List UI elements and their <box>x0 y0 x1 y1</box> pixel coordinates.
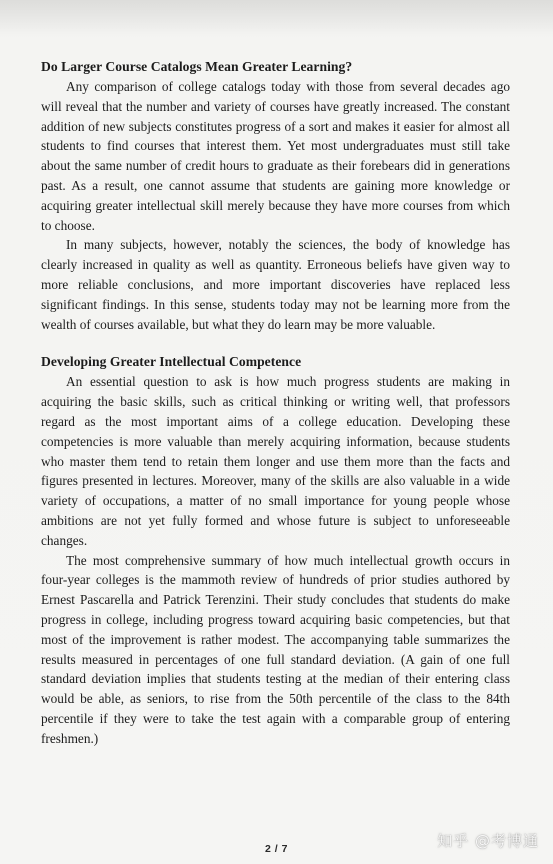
paragraph: Any comparison of college catalogs today with those from several decades ago will reveal that the number and variety of courses have greatly increased. The constant addition of new subjects constitutes progress of a sort and makes it easier for almost all students to find courses that interest them. Yet most undergraduates must still take about the same number of credit hours to graduate as their forebears did in generations past. As a result, one cannot assume that students are gaining more knowledge or acquiring greater intellectual skill merely because they have more courses from which to choose. <box>41 79 510 233</box>
document-body <box>41 57 510 749</box>
section-heading: Do Larger Course Catalogs Mean Greater Learning? <box>41 59 353 74</box>
scan-shadow <box>0 0 553 34</box>
paragraph: In many subjects, however, notably the sciences, the body of knowledge has clearly increased in quality as well as quantity. Erroneous beliefs have given way to more reliable conclusions, and more important discoveries have replaced less significant findings. In this sense, students today may not be learning more from the wealth of courses available, but what they do learn may be more valuable. <box>41 237 510 332</box>
section-intellectual-competence <box>41 352 510 748</box>
paragraph: An essential question to ask is how much progress students are making in acquiring the basic skills, such as critical thinking or writing well, that professors regard as the most important aims of a college education. Developing these competencies is more valuable than merely acquiring information, because students who master them tend to retain them longer and use them more than the facts and figures presented in lectures. Moreover, many of the skills are also valuable in a wide variety of occupations, a matter of no small importance for young people whose ambitions are not yet fully formed and whose future is subject to unforeseeable changes. <box>41 374 510 548</box>
watermark: 知乎 @考博通 <box>437 832 539 850</box>
section-heading: Developing Greater Intellectual Competence <box>41 354 302 370</box>
paragraph: The most comprehensive summary of how much intellectual growth occurs in four-year colleges is the mammoth review of hundreds of prior studies authored by Ernest Pascarella and Patrick Terenzini. Their study concludes that students do make progress in college, including progress toward acquiring basic competencies, but that most of the improvement is rather modest. The accompanying table summarizes the results measured in percentages of one full standard deviation. (A gain of one full standard deviation implies that students testing at the median of their entering class would be able, as seniors, to rise from the 50th percentile of the class to the 84th percentile if they were to take the test again with a comparable group of entering freshmen.) <box>41 552 510 746</box>
section-course-catalogs <box>41 57 510 334</box>
page-number: 2 / 7 <box>265 843 288 855</box>
